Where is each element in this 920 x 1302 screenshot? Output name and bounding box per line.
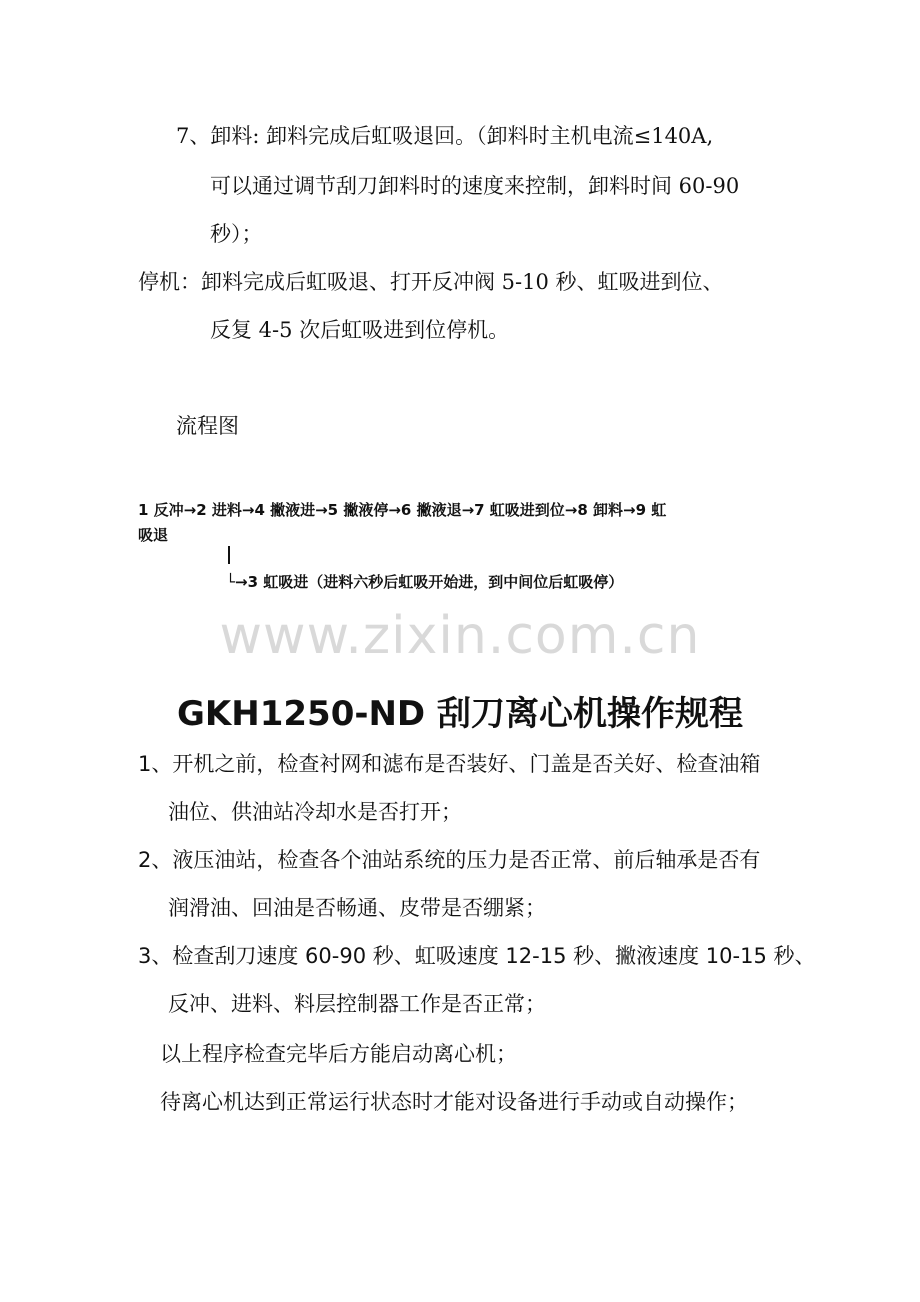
flowchart-main-line1: 1 反冲→2 进料→4 撇液进→5 撇液停→6 撇液退→7 虹吸进到位→8 卸料→9 虹 bbox=[138, 501, 667, 519]
procedure-item3-line1: 3、检查刮刀速度 60-90 秒、虹吸速度 12-15 秒、撇液速度 10-15 秒、 bbox=[138, 944, 816, 968]
flowchart-heading: 流程图 bbox=[176, 414, 239, 438]
procedure-item2-line2: 润滑油、回油是否畅通、皮带是否绷紧； bbox=[168, 896, 546, 920]
procedure-note2: 待离心机达到正常运行状态时才能对设备进行手动或自动操作； bbox=[160, 1090, 748, 1114]
flowchart-main-line2: 吸退 bbox=[138, 526, 169, 544]
stop-line1: 停机：卸料完成后虹吸退、打开反冲阀 5-10 秒、虹吸进到位、 bbox=[138, 270, 724, 294]
procedure-item2-line1: 2、液压油站，检查各个油站系统的压力是否正常、前后轴承是否有 bbox=[138, 848, 761, 872]
procedure-item1-line1: 1、开机之前，检查衬网和滤布是否装好、门盖是否关好、检查油箱 bbox=[138, 752, 761, 776]
watermark: www.zixin.com.cn bbox=[219, 606, 701, 666]
procedure-title: GKH1250-ND 刮刀离心机操作规程 bbox=[177, 694, 743, 734]
procedure-note1: 以上程序检查完毕后方能启动离心机； bbox=[160, 1042, 517, 1066]
item7-line1: 7、卸料: 卸料完成后虹吸退回。（卸料时主机电流≤140A, bbox=[176, 124, 714, 148]
stop-line2: 反复 4-5 次后虹吸进到位停机。 bbox=[210, 318, 510, 342]
flowchart-branch: └→3 虹吸进（进料六秒后虹吸开始进，到中间位后虹吸停） bbox=[226, 573, 624, 591]
flowchart-branch-connector bbox=[228, 546, 230, 564]
item7-line2: 可以通过调节刮刀卸料时的速度来控制，卸料时间 60-90 bbox=[210, 174, 740, 198]
procedure-item3-line2: 反冲、进料、料层控制器工作是否正常； bbox=[168, 992, 546, 1016]
item7-line3: 秒）； bbox=[210, 222, 263, 246]
procedure-item1-line2: 油位、供油站冷却水是否打开； bbox=[168, 800, 462, 824]
